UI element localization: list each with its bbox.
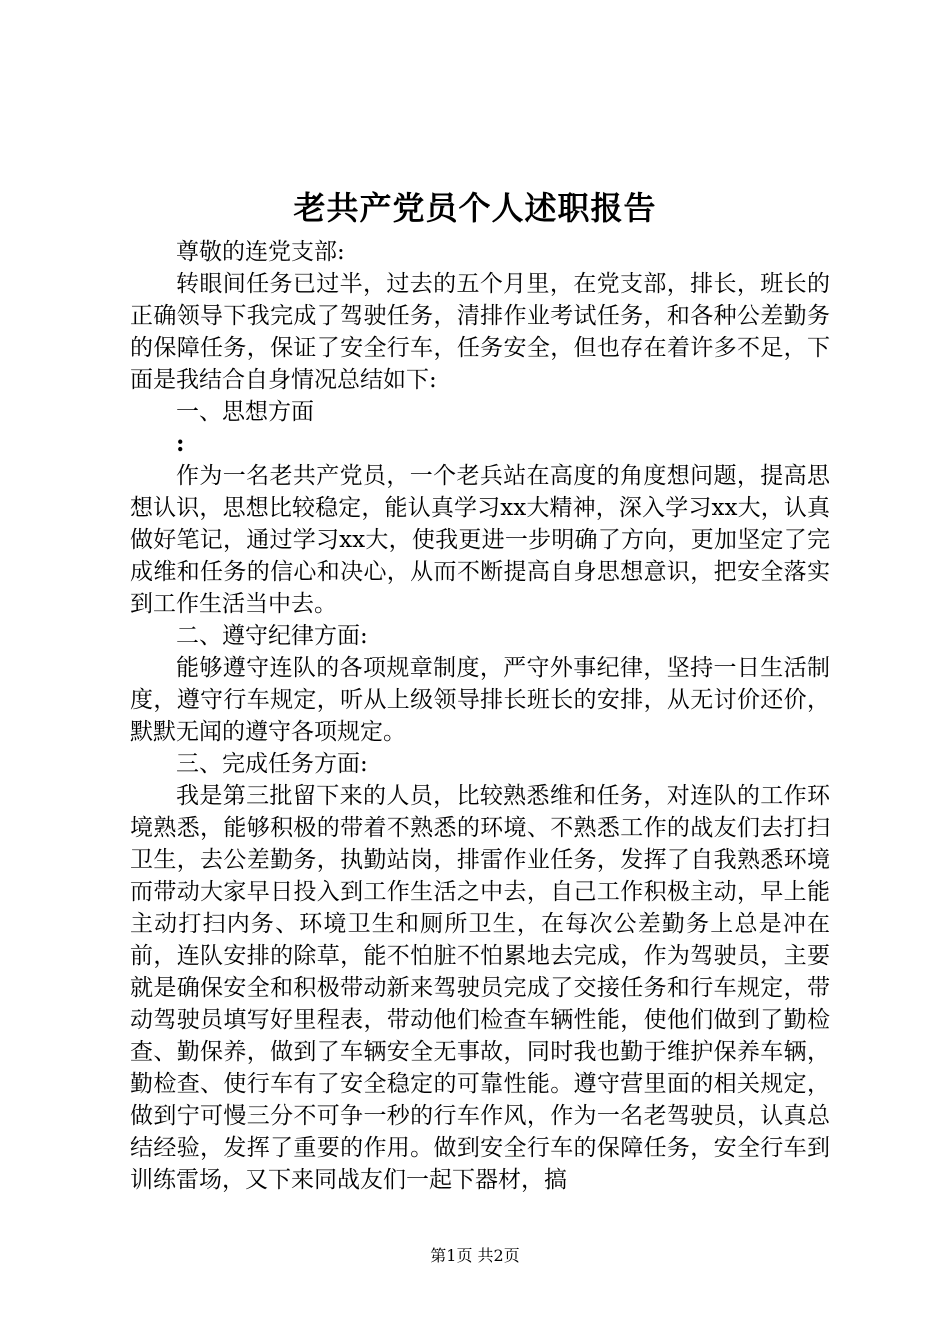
section-3-heading: 三、完成任务方面: bbox=[176, 751, 368, 777]
intro-paragraph: 转眼间任务已过半，过去的五个月里，在党支部，排长，班长的正确领导下我完成了驾驶任务，清排作业考试任务，和各种公差勤务的保障任务，保证了安全行车，任务安全，但也存在着许多不足，下面是我结合自身情况总结如下: bbox=[130, 271, 830, 393]
salutation: 尊敬的连党支部: bbox=[176, 239, 345, 265]
section-1-paragraph: 作为一名老共产党员，一个老兵站在高度的角度想问题，提高思想认识，思想比较稳定，能认真学习xx大精神，深入学习xx大，认真做好笔记，通过学习xx大，使我更进一步明确了方向，更加坚定了完成维和任务的信心和决心，从而不断提高自身思想意识，把安全落实到工作生活当中去。 bbox=[130, 463, 830, 617]
section-3-paragraph: 我是第三批留下来的人员，比较熟悉维和任务，对连队的工作环境熟悉，能够积极的带着不熟悉的环境、不熟悉工作的战友们去打扫卫生，去公差勤务，执勤站岗，排雷作业任务，发挥了自我熟悉环境而带动大家早日投入到工作生活之中去，自己工作积极主动，早上能主动打扫内务、环境卫生和厕所卫生，在每次公差勤务上总是冲在前，连队安排的除草，能不怕脏不怕累地去完成，作为驾驶员，主要就是确保安全和积极带动新来驾驶员完成了交接任务和行车规定，带动驾驶员填写好里程表，带动他们检查车辆性能，使他们做到了勤检查、勤保养，做到了车辆安全无事故，同时我也勤于维护保养车辆，勤检查、使行车有了安全稳定的可靠性能。遵守营里面的相关规定，做到宁可慢三分不可争一秒的行车作风，作为一名老驾驶员，认真总结经验，发挥了重要的作用。做到安全行车的保障任务，安全行车到训练雷场，又下来同战友们一起下器材，搞 bbox=[130, 783, 830, 1193]
document-body bbox=[130, 236, 830, 1196]
page-footer: 第1页 共2页 bbox=[430, 1246, 520, 1265]
section-1-colon: : bbox=[176, 430, 185, 457]
section-2-paragraph: 能够遵守连队的各项规章制度，严守外事纪律，坚持一日生活制度，遵守行车规定，听从上级领导排长班长的安排，从无讨价还价，默默无闻的遵守各项规定。 bbox=[130, 655, 830, 745]
section-1-heading: 一、思想方面 bbox=[176, 399, 314, 425]
document-title: 老共产党员个人述职报告 bbox=[293, 189, 657, 227]
section-2-heading: 二、遵守纪律方面: bbox=[176, 623, 368, 649]
